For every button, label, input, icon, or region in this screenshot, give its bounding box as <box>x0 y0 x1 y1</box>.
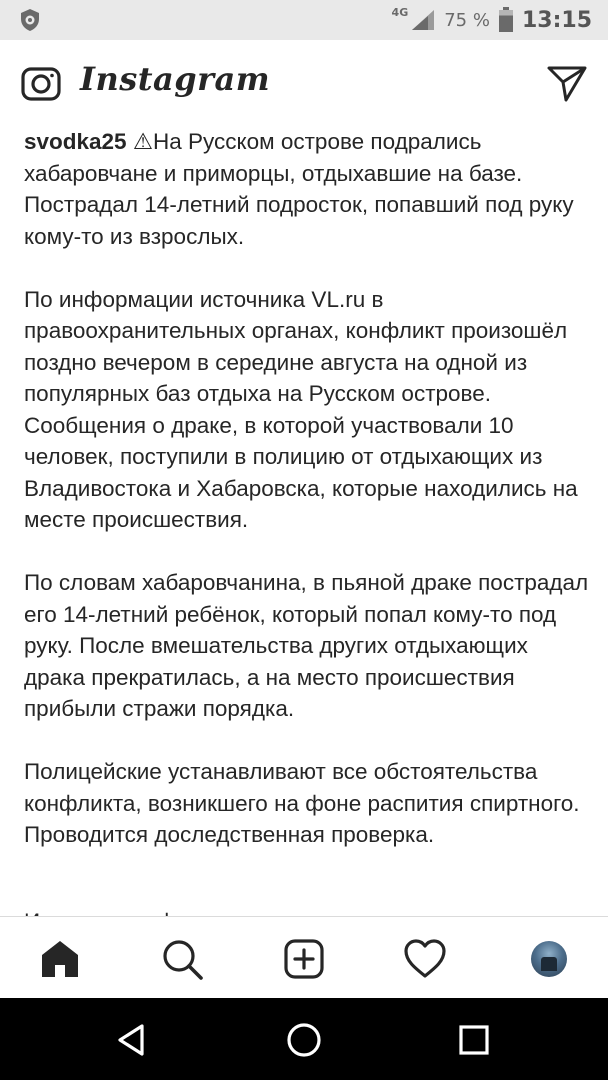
network-type: 4G <box>391 5 409 19</box>
back-icon[interactable] <box>112 1020 152 1060</box>
search-icon[interactable] <box>160 937 204 981</box>
system-nav-bar <box>0 998 608 1080</box>
signal-icon <box>410 8 436 32</box>
direct-message-icon[interactable] <box>546 62 588 104</box>
caption-paragraph-2: По информации источника VL.ru в правоохранительных органах, конфликт произошёл поздно вечером в середине августа на одной из популярных баз отдыха на Русском острове. Сообщения о драке, в которой участвовали 10 человек, поступили в полицию от отдыхающих из Владивостока и Хабаровска, которые находились на месте происшествия. <box>24 286 578 532</box>
clock: 13:15 <box>521 7 592 33</box>
camera-icon[interactable] <box>20 62 62 104</box>
home-icon[interactable] <box>38 937 82 981</box>
battery-icon <box>498 7 514 33</box>
add-post-icon[interactable] <box>282 937 326 981</box>
battery-percent: 75 % <box>444 9 490 31</box>
bottom-nav <box>0 916 608 999</box>
post-username[interactable]: svodka25 <box>24 129 127 154</box>
recent-apps-icon[interactable] <box>454 1020 494 1060</box>
caption-text-1: ⚠На Русском острове подрались хабаровчане и приморцы, отдыхавшие на базе. Пострадал 14-летний подросток, попавший под руку кому-то из взрослых. <box>24 129 574 249</box>
status-indicators <box>392 6 592 34</box>
caption-paragraph-4: Полицейские устанавливают все обстоятельства конфликта, возникшего на фоне распития спиртного. Проводится доследственная проверка. <box>24 759 580 847</box>
avatar <box>531 941 567 977</box>
app-header <box>0 40 608 124</box>
post-caption <box>24 126 592 916</box>
profile-avatar[interactable] <box>527 937 571 981</box>
caption-paragraph-3: По словам хабаровчанина, в пьяной драке пострадал его 14-летний ребёнок, который попал кому-то под руку. После вмешательства других отдыхающих драка прекратилась, а на место происшествия прибыли стражи порядка. <box>24 570 589 721</box>
home-circle-icon[interactable] <box>284 1020 324 1060</box>
app-shield-icon <box>18 8 42 32</box>
status-bar <box>0 0 608 40</box>
heart-icon[interactable] <box>403 937 447 981</box>
caption-paragraph-1 <box>24 126 592 252</box>
instagram-logo: Instagram <box>80 60 271 98</box>
